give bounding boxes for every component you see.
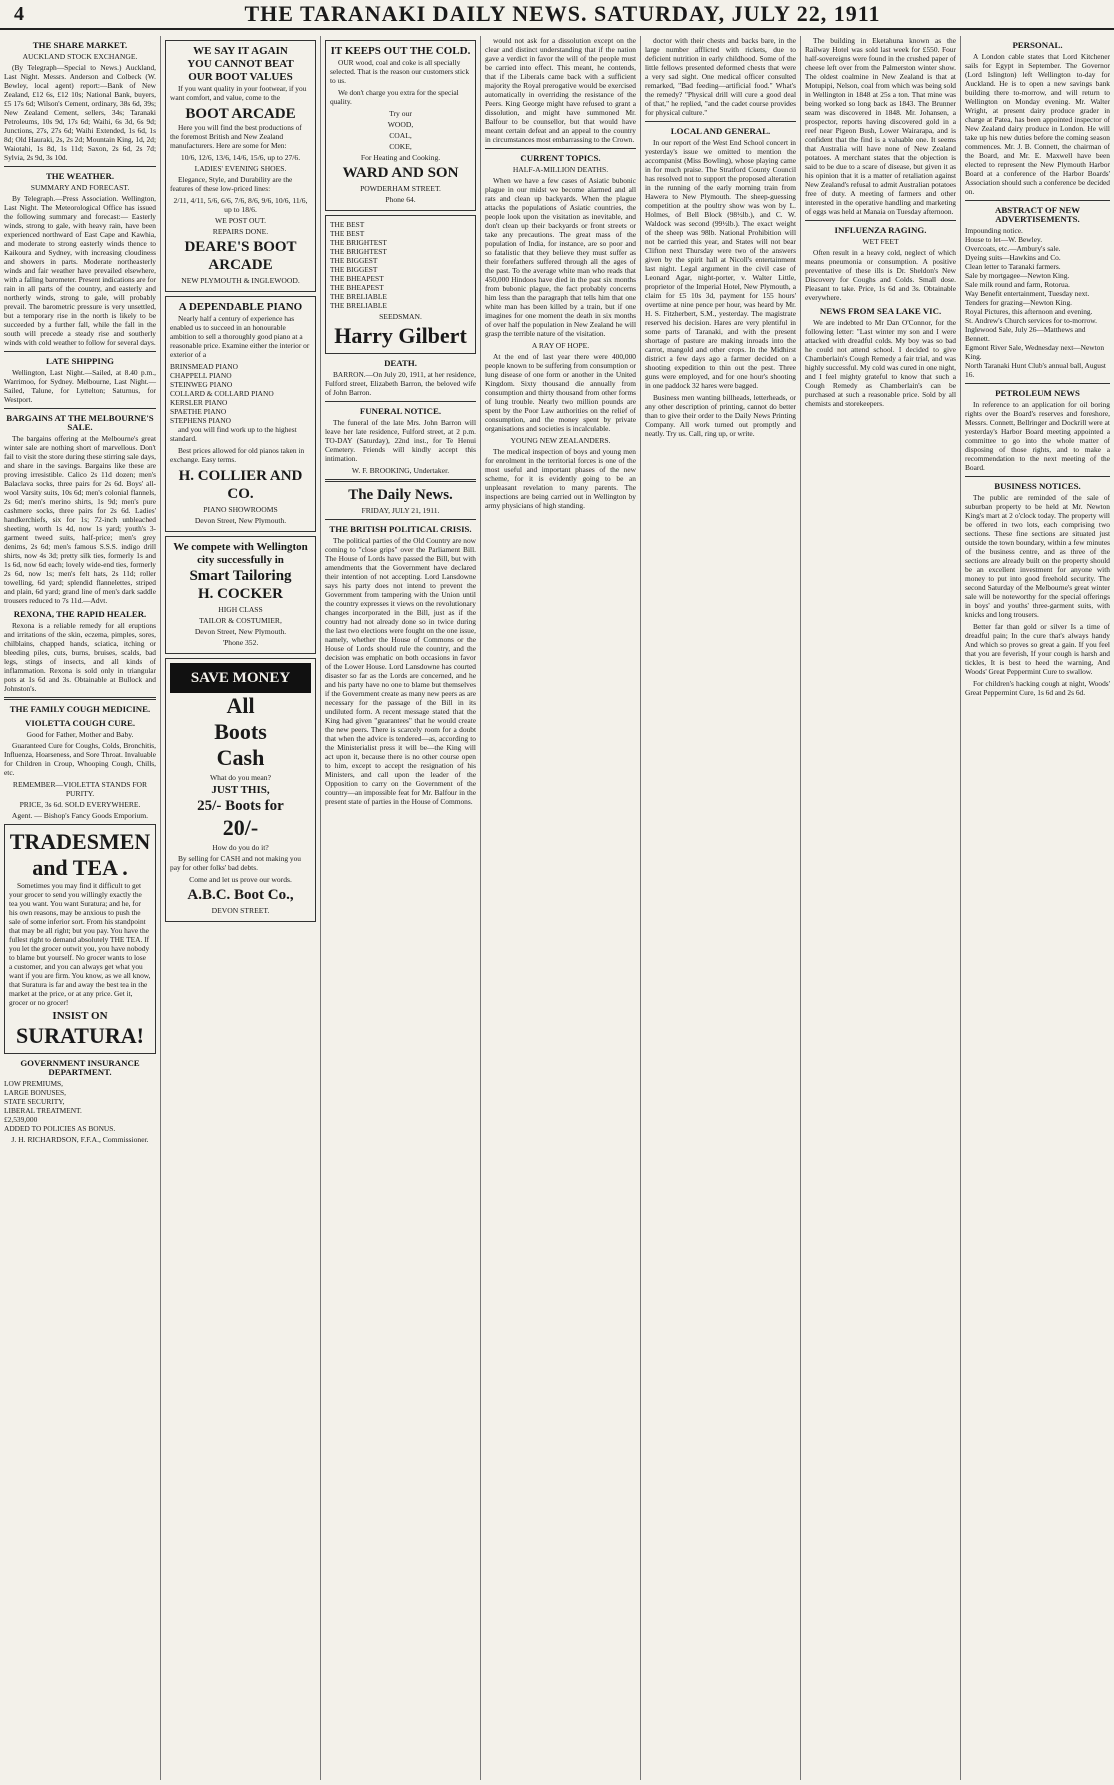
suratura-brand: SURATURA! [16, 1023, 144, 1048]
cough-heading: THE FAMILY COUGH MEDICINE. [9, 704, 151, 714]
say-again-line-1: WE SAY IT AGAIN [193, 45, 288, 57]
divider [4, 408, 156, 409]
abc-address: DEVON STREET. [211, 906, 270, 915]
piano-item: STEINWEG PIANO [170, 380, 233, 389]
weather-text: By Telegraph.—Press Association. Wellington, Last Night. The Meteorological Office has issued the following summary and forecast:— Easterly winds, strong to gale, with heavy rain, have been experienced northward of East Cape and Kawhia, and moderate to strong easterly winds thence to Kaikoura and Sydney, with increasing cloudiness and showers in parts. Moderate northeasterly winds and fair weather have prevailed elsewhere, with a falling barometer. Present indications are for rain in all parts of the country, and easterly and northerly winds, strong to gale, will probably prevail. The barometric pressure is very unsettled, but a temporary rise in the north is likely to be succeeded by a further fall, while the fall in the south will precede a steady rise and southerly winds with cold weather to follow for several days. [4, 194, 156, 347]
funeral-heading: FUNERAL NOTICE. [359, 406, 442, 416]
cold-line: IT KEEPS OUT THE COLD. [330, 45, 471, 57]
weather-subheading: SUMMARY AND FORECAST. [30, 183, 130, 192]
save-money-banner: SAVE MONEY [170, 663, 311, 693]
bargains-heading: BARGAINS AT THE MELBOURNE'S SALE. [6, 413, 154, 432]
abstract-item: Clean letter to Taranaki farmers. [965, 262, 1061, 271]
arcade-title: BOOT ARCADE [185, 106, 296, 122]
money-line-6: 25/- Boots for [197, 798, 284, 814]
abstract-item: St. Andrew's Church services for to-morrow. [965, 316, 1098, 325]
personal-heading: PERSONAL. [1012, 40, 1063, 50]
cocker-line-7: 'Phone 352. [222, 638, 259, 647]
divider [645, 121, 796, 122]
say-again-line-3: OUR BOOT VALUES [188, 71, 293, 83]
divider [325, 479, 476, 482]
abstract-item: Overcoats, etc.—Ambury's sale. [965, 244, 1061, 253]
death-text: BARRON.—On July 20, 1911, at her residence, Fulford street, Elizabeth Barron, the beloved wife of John Barron. [325, 370, 476, 397]
divider [965, 476, 1110, 477]
topics-text: When we have a few cases of Asiatic bubonic plague in our midst we become alarmed and all rats and clean up backyards. When the plague attacks the populations of Asiatic countries, the people look upon the visitation as inevitable, and don't clean up their backyards or front streets or take any precautions. The great mass of the population of India, for instance, are so poor and so fatalistic that they believe they must suffer as their forefathers suffered through all the ages of the past. To the average white man who reads that 450,000 Hindoos have died in the past six months from bubonic plague, the fact probably concerns him less than the paragraph that tells him that one white man has been killed by a train, but if one imagines for one moment the death in six months of over half the population in New Zealand he will grasp the terrible nature of the visitation. [485, 176, 636, 338]
boots-text: If you want quality in your footwear, if you want comfort, and value, come to the [170, 84, 307, 102]
funeral-undertaker: W. F. BROOKING, Undertaker. [351, 466, 450, 475]
topics-subheading: HALF-A-MILLION DEATHS. [512, 165, 609, 174]
divider [485, 148, 636, 149]
seeds-item: THE BIGGEST [330, 256, 378, 265]
column-2 [160, 36, 320, 1780]
say-again-line-2: YOU CANNOT BEAT [187, 58, 294, 70]
money-line-3: Cash [216, 745, 265, 770]
money-line-5: JUST THIS, [211, 784, 270, 796]
piano-item: CHAPPELL PIANO [170, 371, 232, 380]
piano-item: BRINSMEAD PIANO [170, 362, 238, 371]
seeds-item: THE BIGGEST [330, 265, 378, 274]
money-line-10: Come and let us prove our words. [189, 875, 292, 884]
cocker-line-5: TAILOR & COSTUMIER, [199, 616, 282, 625]
divider [4, 351, 156, 352]
arcade-text: Here you will find the best productions of the foremost British and New Zealand manufacturers. Here are some for Men: [170, 123, 302, 150]
cocker-line-3: H. COCKER [197, 586, 283, 602]
seeds-item: THE BRIGHTEST [330, 238, 387, 247]
seeds-item: THE BRELIABLE [330, 292, 387, 301]
suratura-advert [4, 824, 156, 1054]
gilbert-name: Harry Gilbert [334, 323, 467, 348]
boot-arcade-advert [165, 40, 316, 292]
piano-item: STEPHENS PIANO [170, 416, 232, 425]
abc-title: A.B.C. Boot Co., [187, 887, 294, 903]
violetta-line-3: REMEMBER—VIOLETTA STANDS FOR PURITY. [12, 780, 148, 798]
abstract-item: Sale milk round and farm, Rotorua. [965, 280, 1070, 289]
children-cough-text: For children's hacking cough at night, Woods' Great Peppermint Cure, 1s 6d and 2s 6d. [965, 679, 1110, 697]
abstract-item: Impounding notice. [965, 226, 1023, 235]
hope-text: At the end of last year there were 400,000 people known to be suffering from consumption or lung disease of one form or another in the United Kingdom. Sixty thousand die annually from consumption and thirty thousand from other forms of lung trouble. Nearly two million pounds are spent by the Poor Law authorities on the relief of consumption, and the money spent by private organisations and societies is incalculable. [485, 352, 636, 433]
piano-list [170, 362, 311, 425]
insurance-item: LOW PREMIUMS, [4, 1079, 63, 1088]
column-3 [320, 36, 480, 1780]
influenza-text: Often result in a heavy cold, neglect of which means pneumonia or consumption. A positive preventative of these ills is Dr. Sheldon's New Discovery for Coughs and Colds. Small dose. Pleasant to take. Price, 1s 6d and 3s. Obtainable everywhere. [805, 248, 956, 302]
topics-heading: CURRENT TOPICS. [520, 153, 601, 163]
piano-item: COLLARD & COLLARD PIANO [170, 389, 274, 398]
paper-date: FRIDAY, JULY 21, 1911. [361, 506, 440, 515]
abstract-list [965, 226, 1110, 379]
piano-advert [165, 296, 316, 532]
money-line-7: 20/- [222, 815, 259, 840]
insurance-item: £2,539,000 [4, 1115, 38, 1124]
funeral-text: The funeral of the late Mrs. John Barron will leave her late residence, Fulford street, at 2 p.m. TO-DAY (Saturday), 22nd inst., for Te Henui Cemetery. Friends will kindly accept this intimation. [325, 418, 476, 463]
ward-phone: Phone 64. [385, 195, 416, 204]
collier-address: Devon Street, New Plymouth. [194, 516, 287, 525]
abstract-item: Egmont River Sale, Wednesday next—Newton King. [965, 343, 1105, 361]
bargains-text: The bargains offering at the Melbourne's great winter sale are nothing short of marvellous. Don't fail to visit the store during these stirring sale days, and share in the savings. Bargains like these are proving irresistible. Calico 2s 11d dozen; men's Balaclava socks, three pairs for 2s 6d. Boys' all-wool Varsity suits, 10s 6d; men's colonial flannels, 2s 6d; men's merino shirts, 1s 9d; men's pure cashmere socks, three pairs for 2s 6d. Ladies' handkerchiefs, six for 1s; 72-inch unbleached sheeting, worth 1s 4d, now 1s yard; youth's 3-garment tweed suits, half-price; men's grey denims, 2s 6d; men's famous S.S.S. indigo drill shirts, now 4s 3d; pretty silk ties, formerly 1s and 1s 6d, now 6d each; lovely wide-end ties, formerly 2s 6d, now 1s; men's felt hats, 2s 11d; roller towelling, 6d yard; splendid flannelettes, striped and plain, 6d yard; grand line of men's dark saddle trousers reduced to 7s 11d.—Advt. [4, 434, 156, 605]
ward-item: COAL, [389, 131, 412, 140]
abstract-item: North Taranaki Hunt Club's annual ball, August 16. [965, 361, 1106, 379]
divider [4, 166, 156, 167]
paper-title: The Daily News. [348, 487, 453, 503]
young-heading: YOUNG NEW ZEALANDERS. [510, 436, 611, 445]
rexona-text: Rexona is a reliable remedy for all eruptions and irritations of the skin, eczema, pimples, sores, chilblains, chapped hands, sciatica, itching or bleeding piles, cuts, burns, bruises, scalds, bad legs, stings of insects, and all kinds of inflammation. Rexona is sold only in triangular pots at 1s 6d and 3s. Obtainable at Bullock and Johnston's. [4, 621, 156, 693]
arcade-prices: 10/6, 12/6, 13/6, 14/6, 15/6, up to 27/6. [180, 153, 301, 162]
weather-heading: THE WEATHER. [45, 171, 115, 181]
column-1 [0, 36, 160, 1780]
sealake-heading: NEWS FROM SEA LAKE VIC. [819, 306, 942, 316]
ladies-heading: LADIES' EVENING SHOES. [194, 164, 287, 173]
influenza-heading: INFLUENZA RAGING. [834, 225, 927, 235]
influenza-subheading: WET FEET [862, 237, 899, 246]
divider [805, 220, 956, 221]
money-line-2: Boots [214, 719, 267, 744]
insurance-list [4, 1079, 156, 1133]
shipping-heading: LATE SHIPPING [45, 356, 115, 366]
divider [325, 401, 476, 402]
petroleum-text: In reference to an application for oil boring rights over the Board's reserves and foreshore, Messrs. Connett, Bellringer and Dockrill were at yesterday's Harbor Board meeting appointed a committee to go into the whole matter of disposing of those rights, and to make a recommendation to the next meeting of the Board. [965, 400, 1110, 472]
crisis-continued: would not ask for a dissolution except on the clear and distinct understanding that if the nation gave a verdict in favor the will of the people must be carried into effect. This meant, he contends, that if the Liberals came back with a sufficient majority the Royal prerogative would be exercised automatically in overriding the resistance of the Peers. King George might have refused to grant a dissolution, and might have summoned Mr. Balfour to be counsellor, but that would have meant certain defeat and an appeal to the country in circumstances most embarrassing to the Crown. [485, 36, 636, 144]
seeds-word: SEEDSMAN. [379, 312, 422, 321]
violetta-line-1: Good for Father, Mother and Baby. [26, 730, 134, 739]
abstract-item: Tenders for grazing—Newton King. [965, 298, 1073, 307]
cocker-line-1: We compete with Wellington city successfully in [173, 541, 308, 566]
personal-text: A London cable states that Lord Kitchener sails for Egypt in September. The Governor (Lord Islington) left Wellington to-day for Auckland. He is to open a new savings bank building there to-morrow, and will return to Wellington on Monday evening. Mr. Walter Wright, at present dairy produce grader in charge at Patea, has been appointed inspector of New Zealand dairy produce in London. He will take up his new duties before the coming season commences. Mr. J. B. Connett, the chairman of the Board, and Mr. E. Maxwell have been elected to represent the New Plymouth Harbor Board at a conference of the Harbor Boards' Association should such a conference be decided on. [965, 52, 1110, 196]
post-line: WE POST OUT. [215, 216, 266, 225]
cocker-line-6: Devon Street, New Plymouth. [194, 627, 287, 636]
column-5 [640, 36, 800, 1780]
ward-address: POWDERHAM STREET. [360, 184, 441, 193]
gilbert-advert [325, 215, 476, 354]
money-line-1: All [226, 693, 255, 718]
young-text: The medical inspection of boys and young men for enrolment in the territorial forces is one of the most useful and important phases of the new scheme, for it is evidently going to be an unpleasant revelation to many parents. The inspections are being carried out in Wellington by army physicians of high standing. [485, 447, 636, 510]
abstract-item: Royal Pictures, this afternoon and evening. [965, 307, 1093, 316]
cocker-advert [165, 536, 316, 654]
repairs-line: REPAIRS DONE. [212, 227, 269, 236]
seeds-item: THE BEST [330, 229, 365, 238]
abc-boot-advert [165, 658, 316, 922]
money-line-8: How do you do it? [212, 843, 269, 852]
insurance-agent: J. H. RICHARDSON, F.F.A., Commissioner. [11, 1135, 149, 1144]
petroleum-heading: PETROLEUM NEWS [995, 388, 1080, 398]
column-4 [480, 36, 640, 1780]
piano-item: SPAETHE PIANO [170, 407, 227, 416]
business-heading: BUSINESS NOTICES. [994, 481, 1081, 491]
share-market-heading: THE SHARE MARKET. [32, 40, 128, 50]
ward-text-2: We don't charge you extra for the special quality. [330, 88, 459, 106]
hope-heading: A RAY OF HOPE. [531, 341, 590, 350]
money-line-9: By selling for CASH and not making you pay for other folks' bad debts. [170, 854, 301, 872]
deare-title: DEARE'S BOOT ARCADE [184, 239, 297, 273]
business-text: The public are reminded of the sale of suburban property to be held at Mr. Newton King's mart at 2 o'clock today. The property will be offered in two lots, each comprising two sections. These fine sections are situated just outside the town boundary, within a few minutes of the business centre, and as three of the sections are already built on the property should be an excellent investment for anyone with money to put into good freehold security. The second Saturday of the Melbourne's great winter sale will be noteworthy for the special offerings in boys' and youths' three-garment suits, with knicks and long trousers. [965, 493, 1110, 619]
seeds-item: THE BEST [330, 220, 365, 229]
deare-location: NEW PLYMOUTH & INGLEWOOD. [181, 276, 300, 285]
cocker-line-4: HIGH CLASS [218, 605, 263, 614]
masthead [0, 0, 1114, 30]
insurance-item: STATE SECURITY, [4, 1097, 65, 1106]
violetta-heading: VIOLETTA COUGH CURE. [24, 718, 136, 728]
seeds-item: THE BHEAPEST [330, 274, 384, 283]
local-continued: The building in Eketahuna known as the Railway Hotel was sold last week for £550. Four half-sovereigns were found in the crushed paper of cheese left over from the Palmerston winter show. The oldest coalmine in New Zealand is that at Motupipi, Nelson, coal from which was being sold in Wellington in 1848 at 25s a ton. That mine was being worked so long back as 1843. The Brunner seam was discovered in 1848. Mr. Johansen, a prospector, reports having discovered gold in a reef near Pigeon Bush, Lower Wairarapa, and is confident that the find is a valuable one. It seems that Australia will have none of New Zealand potatoes. A merchant states that the objection is said to be due to a scare of disease, but given it as his opinion that it is a matter of retaliation against New Zealand's refusal to admit Australian potatoes free of duty. A meeting of farmers and other interested in the operative handling and marketing of eggs was held at Manaia on Tuesday afternoon. [805, 36, 956, 216]
tradesmen-text: Sometimes you may find it difficult to get your grocer to send you willingly exactly the tea you want. You want Suratura; and he, for his own reasons, may be anxious to push the sale of some inferior sort. From his standpoint that may be all right; but you pay. You have the fullest right to demand absolutely THE TEA. If you let the grocer outwit you, you have nobody to blame but yourself. No grocer wants to lose a customer, and you can always get what you want if you are firm. You know, as we all know, that Suratura is far and away the best tea in the market at the price, or at any price. Get it, grocer or no grocer! [9, 881, 151, 1007]
divider [325, 519, 476, 520]
ward-item: COKE, [389, 142, 412, 151]
divider [965, 200, 1110, 201]
ward-text-3: For Heating and Cooking. [360, 153, 441, 162]
peppermint-verse: Better far than gold or silver Is a time of dreadful pain; In the cure that's always handy And which so proves so great a gain. If you feel that you are feverish, If your cough is harsh and tickles, It is best to heed the warning, And Woods' Great Peppermint Cure to swallow. [965, 622, 1110, 676]
crisis-text: The political parties of the Old Country are now coming to "close grips" over the Parliament Bill. The House of Lords have passed the Bill, but with amendments that the Government have declared their intention of not accepting. Lord Lansdowne says his party does not intend to prevent the Government from tampering with the Union until the country expresses it views on the revolutionary changes incorporated in the Bill, just as if the country had not already done so in twice during the last two elections were fought on the one issue, namely, whether the House of Commons or the House of Lords should rule the country, and the decision was emphatic on both occasions in favor of the Lower House. Lord Lansdowne has courted disaster so far as the Lords are concerned, and he and his party have no one to blame but themselves if the Government create as many new peers as are necessary for the passage of the Bill in its undiluted form. A recent message stated that the King had given "guarantees" that he would create the new peers. There is scarcely room for a doubt that when the advice is tendered—as, according to the Ministerialist press it will be—the King will act upon it, because there is no other course open to him, except to accept the resignation of his Ministers, and call upon the leader of the Opposition to carry on the Government of the country—an impossible feat for Mr. Balfour in the present state of parties in the House of Commons. [325, 536, 476, 806]
ward-advert [325, 40, 476, 211]
piano-heading: A DEPENDABLE PIANO [178, 301, 303, 313]
piano-text: Nearly half a century of experience has enabled us to succeed in an honourable ambition to sell a thoroughly good piano at a reasonable price. Examine either the interior or exterior of a [170, 314, 310, 359]
young-continued: doctor with their chests and backs bare, in the large number afflicted with rickets, due to deficient nutrition in early childhood. Some of the little fellows presented deformed chests that were a very sad sight. One medical officer consulted remarked, "Bad feeding—artificial food." What's the remedy? "Physical drill will cure a good deal of that," he replied, "and the cadet course provides for physical culture." [645, 36, 796, 117]
abstract-heading: ABSTRACT OF NEW ADVERTISEMENTS. [994, 205, 1081, 224]
column-6 [800, 36, 960, 1780]
abstract-item: Sale by mortgagee—Newton King. [965, 271, 1070, 280]
ward-item: WOOD, [387, 120, 414, 129]
abstract-item: Dyeing suits—Hawkins and Co. [965, 253, 1061, 262]
violetta-line-5: Agent. — Bishop's Fancy Goods Emporium. [11, 811, 149, 820]
seeds-item: THE BRIGHTEST [330, 247, 387, 256]
local-general-text: In our report of the West End School concert in yesterday's issue we omitted to mention the accompanist (Miss Bowling), whose playing came in for much praise. The Stratford County Council has resolved not to support the proposed alteration in the running of the early morning train from Hawera to New Plymouth. The sheep-guessing competition at the poultry show was won by L. Holmes, of Bell Block (98½lb.), and C. W. Waldock was second (99½lb.). The exact weight of the sheep was 98lb. National Prohibition will not be carried this year, and States will not bear Clifton next Thursday were two of the answers given by the spirit hall at Nicoll's entertainment last night. Legal argument in the civil case of Leonard Agar, night-porter, v. Walter Little, proprietor of the Imperial Hotel, New Plymouth, a claim for £5 10s 3d, payment for 155 hours' overtime at nine pence per hour, was heard by Mr. H. S. Fitzherbert, S.M., yesterday. The magistrate reserved his decision. Hares are very plentiful in some parts of Taranaki, and with the present shortage of pasture are making inroads into the carrot, mangold and other crops. In the Midhirst district a few days ago a farmer decided on a shooting expedition to thin out the pest. Three guns were employed, and for one hour's shooting in one paddock 32 hares were bagged. [645, 138, 796, 390]
divider [4, 697, 156, 700]
insurance-heading: GOVERNMENT INSURANCE DEPARTMENT. [20, 1058, 140, 1077]
shipping-text: Wellington, Last Night.—Sailed, at 8.40 p.m., Warrimoo, for Sydney. Melbourne, Last Night.—Sailed, Talune, for Lyttelton; Saturnus, for Westport. [4, 368, 156, 404]
divider [965, 383, 1110, 384]
cocker-line-2: Smart Tailoring [189, 568, 292, 584]
abstract-item: House to let—W. Bewley. [965, 235, 1043, 244]
share-market-text: (By Telegraph—Special to News.) Auckland, Last Night. Messrs. Anderson and Colbeck (W. Bewley, local agent) report:—Bank of New Zealand, £12 6s, £12 10s; National Bank, buyers, £5 17s 6d; Wilson's Cement, ordinary, 38s 6d, 39s; New Zealand Cement, sellers, 34s; Taranaki Petroleums, 10s 9d, 17s 6d; Waihi, 6s 3d, 6s 9d; Junctions, 27s, 27s 6d; Waihi Extended, 1s 6d, 1s 8d; Old Hauraki, 2s, 2s 2d; Mountain King, 1d, 2d; Waiotahi, 1s 8d, 1s 11d; Saxon, 2s 6d, 2s 7d; Sylvia, 2s 9d, 3s 10d. [4, 63, 156, 162]
printing-notice: Business men wanting billheads, letterheads, or any other description of printing, cannot do better than to give their order to the Daily News Printing Company. All work turned out promptly and neatly. Try us. Call, ring up, or write. [645, 393, 796, 438]
tradesmen-insist: INSIST ON [52, 1010, 108, 1022]
sealake-text: We are indebted to Mr Dan O'Connor, for the following letter: "Last winter my son and I were attacked with dreadful colds. My boy was so bad he could not attend school. I decided to give Chamberlain's Cough Remedy a fair trial, and was highly successful. My cold was cured in one night, and I feel mighty grateful to know that such a Cough Remedy as Chamberlain's can be purchased at such a reasonable price. Sold by all chemists and storekeepers. [805, 318, 956, 408]
ladies-prices: 2/11, 4/11, 5/6, 6/6, 7/6, 8/6, 9/6, 10/6, 11/6, up to 18/6. [173, 196, 308, 214]
seeds-item: THE BHEAPEST [330, 283, 384, 292]
abstract-item: Inglewood Sale, July 26—Matthews and Bennett. [965, 325, 1086, 343]
collier-subtitle: PIANO SHOWROOMS [203, 505, 278, 514]
share-market-subheading: AUCKLAND STOCK EXCHANGE. [22, 52, 138, 61]
crisis-heading: THE BRITISH POLITICAL CRISIS. [329, 524, 472, 534]
piano-item: KERSLER PIANO [170, 398, 228, 407]
page-number: 4 [14, 2, 25, 25]
ward-text: OUR wood, coal and coke is all specially selected. That is the reason our customers stick to us. [330, 58, 470, 85]
violetta-line-2: Guaranteed Cure for Coughs, Colds, Bronchitis, Influenza, Hoarseness, and Sore Throat. Invaluable for Children in Croup, Whooping Cough, Chills, etc. [4, 741, 156, 777]
masthead-title: THE TARANAKI DAILY NEWS. SATURDAY, JULY 22, 1911 [244, 1, 881, 26]
ward-title: WARD AND SON [342, 165, 459, 181]
abstract-item: Way Benefit entertainment, Tuesday next. [965, 289, 1090, 298]
seeds-list [330, 220, 471, 310]
column-7 [960, 36, 1114, 1780]
ladies-text: Elegance, Style, and Durability are the features of these low-priced lines: [170, 175, 293, 193]
collier-title: H. COLLIER AND CO. [178, 468, 303, 502]
death-heading: DEATH. [384, 358, 417, 368]
violetta-line-4: PRICE, 3s 6d. SOLD EVERYWHERE. [19, 800, 141, 809]
insurance-item: LIBERAL TREATMENT. [4, 1106, 82, 1115]
piano-terms: Best prices allowed for old pianos taken in exchange. Easy terms. [170, 446, 305, 464]
piano-text-2: and you will find work up to the highest standard. [170, 425, 297, 443]
money-line-4: What do you mean? [210, 773, 271, 782]
rexona-heading: REXONA, THE RAPID HEALER. [13, 609, 147, 619]
ward-try: Try our [389, 109, 412, 118]
tradesmen-title: TRADESMEN and TEA . [9, 829, 151, 880]
insurance-item: LARGE BONUSES, [4, 1088, 67, 1097]
local-general-heading: LOCAL AND GENERAL. [670, 126, 771, 136]
seeds-item: THE BRELIABLE [330, 301, 387, 310]
insurance-item: ADDED TO POLICIES AS BONUS. [4, 1124, 116, 1133]
